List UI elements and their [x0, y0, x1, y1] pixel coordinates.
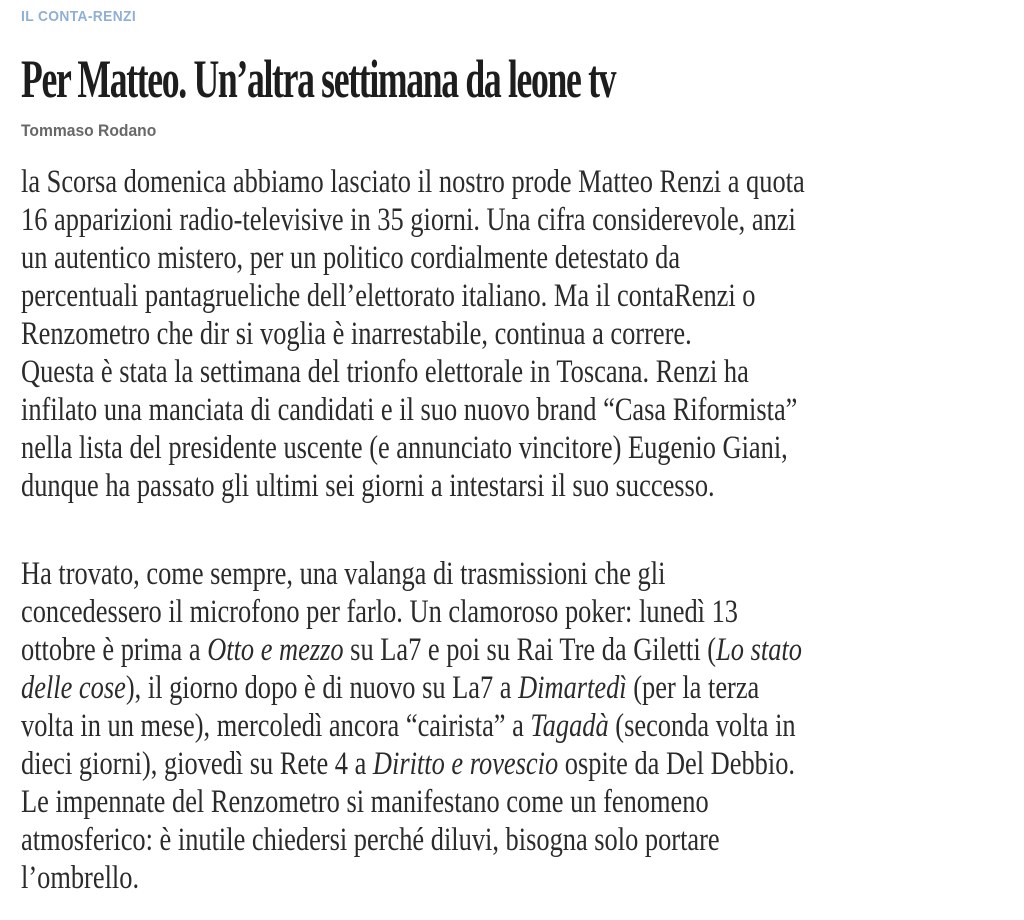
article-kicker-link[interactable]: IL CONTA-RENZI — [21, 8, 137, 25]
text-segment: dunque ha passato gli ultimi sei giorni a intestarsi il suo successo. — [21, 468, 715, 504]
text-segment: su La7 e poi su Rai Tre da Giletti ( — [343, 632, 717, 668]
article-title: Per Matteo. Un’altra settimana da leone tv — [21, 49, 616, 109]
text-segment: Questa è stata la settimana del trionfo elettorale in Toscana. Renzi ha — [21, 354, 749, 390]
italic-text-segment: delle cose — [21, 670, 126, 706]
text-segment: dieci giorni), giovedì su Rete 4 a — [21, 746, 373, 782]
italic-text-segment: Lo stato — [716, 632, 802, 668]
text-segment: volta in un mese), mercoledì ancora “cairista” a — [21, 708, 531, 744]
italic-text-segment: Tagadà — [530, 708, 609, 744]
italic-text-segment: Otto e mezzo — [207, 632, 344, 668]
article-paragraph — [21, 555, 1009, 897]
text-segment: 16 apparizioni radio-televisive in 35 giorni. Una cifra considerevole, anzi — [21, 202, 796, 238]
text-segment: Ha trovato, come sempre, una valanga di trasmissioni che gli — [21, 556, 666, 592]
text-segment: (per la terza — [626, 670, 760, 706]
article-byline[interactable]: Tommaso Rodano — [21, 121, 157, 140]
article-body — [21, 163, 1009, 897]
text-segment: l’ombrello. — [21, 860, 140, 896]
text-segment: ), il giorno dopo è di nuovo su La7 a — [125, 670, 519, 706]
text-segment: infilato una manciata di candidati e il suo nuovo brand “Casa Riformista” — [21, 392, 798, 428]
text-segment: un autentico mistero, per un politico cordialmente detestato da — [21, 240, 681, 276]
article-paragraph — [21, 163, 1009, 505]
text-segment: (seconda volta in — [608, 708, 796, 744]
text-segment: ospite da Del Debbio. — [558, 746, 796, 782]
text-segment: Renzometro che dir si voglia è inarrestabile, continua a correre. — [21, 316, 692, 352]
text-segment: Le impennate del Renzometro si manifestano come un fenomeno — [21, 784, 709, 820]
text-segment: nella lista del presidente uscente (e annunciato vincitore) Eugenio Giani, — [21, 430, 788, 466]
text-segment: percentuali pantagrueliche dell’elettorato italiano. Ma il contaRenzi o — [21, 278, 756, 314]
text-segment: ottobre è prima a — [21, 632, 208, 668]
italic-text-segment: Dimartedì — [518, 670, 627, 706]
italic-text-segment: Diritto e rovescio — [372, 746, 559, 782]
text-segment: atmosferico: è inutile chiedersi perché diluvi, bisogna solo portare — [21, 822, 720, 858]
text-segment: concedessero il microfono per farlo. Un clamoroso poker: lunedì 13 — [21, 594, 738, 630]
text-segment: la Scorsa domenica abbiamo lasciato il nostro prode Matteo Renzi a quota — [21, 164, 805, 200]
